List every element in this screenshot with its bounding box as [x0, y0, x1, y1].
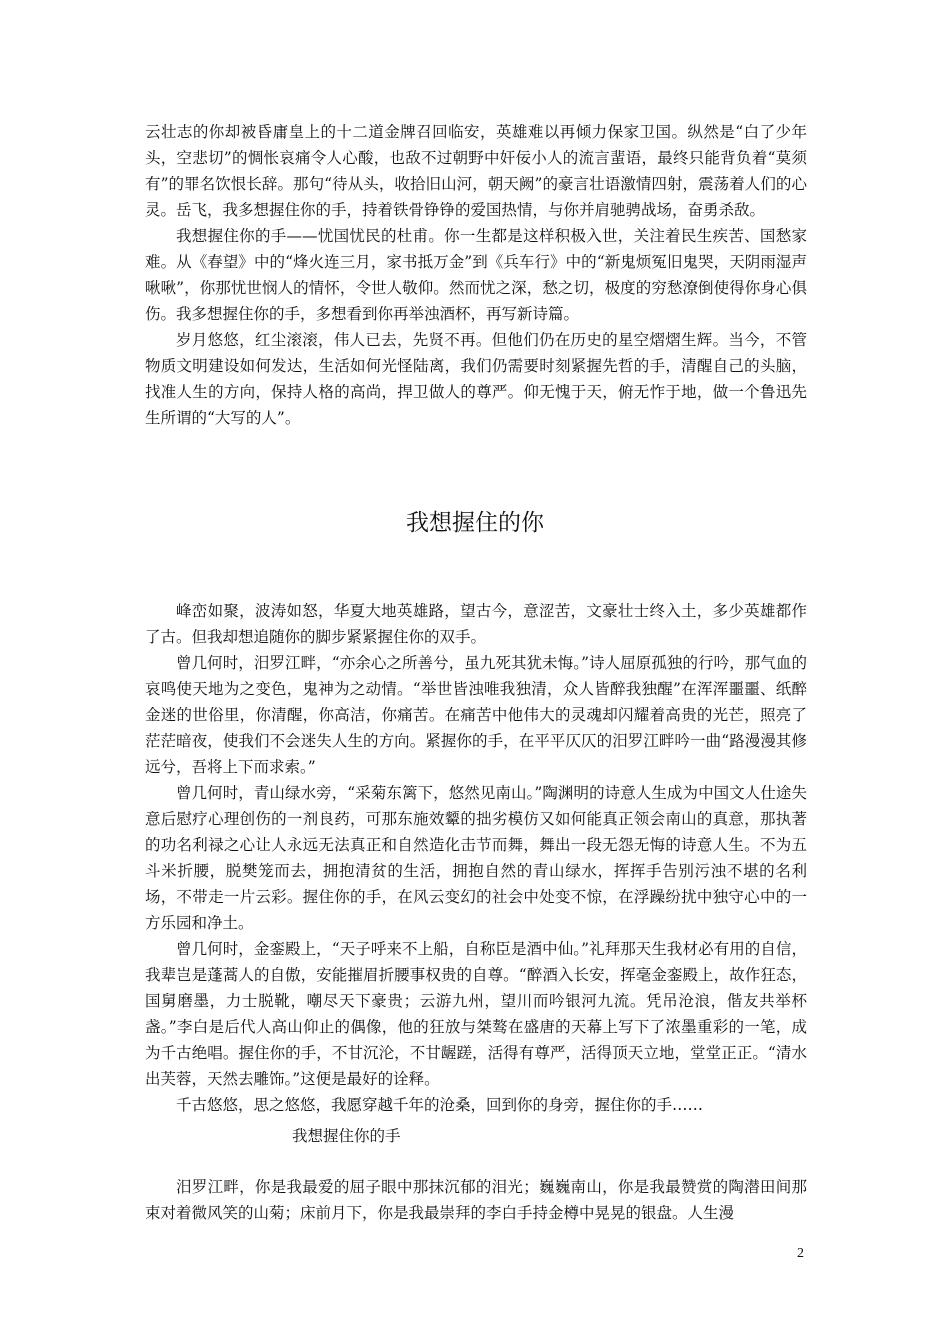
essay-subtitle: 我想握住你的手 [292, 1127, 401, 1145]
essay-body-2 [145, 1174, 807, 1226]
page-number: 2 [797, 1246, 804, 1261]
paragraph: 曾几何时，汨罗江畔，“亦余心之所善兮，虽九死其犹未悔。”诗人屈原孤独的行吟，那气血的哀鸣使天地为之变色，鬼神为之动情。“举世皆浊唯我独清，众人皆醉我独醒”在浑浑噩噩、纸醉金迷的世俗里，你清醒，你高洁，你痛苦。在痛苦中他伟大的灵魂却闪耀着高贵的光芒，照亮了茫茫暗夜，使我们不会迷失人生的方向。紧握你的手，在平平仄仄的汨罗江畔吟一曲“路漫漫其修远兮，吾将上下而求索。” [145, 654, 807, 776]
paragraph: 岁月悠悠，红尘滚滚，伟人已去，先贤不再。但他们仍在历史的星空熠熠生辉。当今，不管物质文明建设如何发达，生活如何光怪陆离，我们仍需要时刻紧握先哲的手，清醒自己的头脑，找准人生的方向，保持人格的高尚，捍卫做人的尊严。仰无愧于天，俯无怍于地，做一个鲁迅先生所谓的“大写的人”。 [145, 331, 807, 427]
paragraph: 汨罗江畔，你是我最爱的屈子眼中那抹沉郁的泪光；巍巍南山，你是我最赞赏的陶潜田间那束对着微风笑的山菊；床前月下，你是我最崇拜的李白手持金樽中晃晃的银盘。人生漫 [145, 1178, 807, 1222]
paragraph: 曾几何时，青山绿水旁，“采菊东篱下，悠然见南山。”陶渊明的诗意人生成为中国文人仕途失意后慰疗心理创伤的一剂良药，可那东施效颦的拙劣模仿又如何能真正领会南山的真意，那执著的功名利禄之心让人永远无法真正和自然造化击节而舞，舞出一段无怨无悔的诗意人生。不为五斗米折腰，脱樊笼而去，拥抱清贫的生活，拥抱自然的青山绿水，挥挥手告别污浊不堪的名利场，不带走一片云彩。握住你的手，在风云变幻的社会中处变不惊，在浮躁纷扰中独守心中的一方乐园和净土。 [145, 784, 807, 932]
essay-body [145, 598, 807, 1118]
paragraph: 峰峦如聚，波涛如怒，华夏大地英雄路，望古今，意涩苦，文豪壮士终入土，多少英雄都作了古。但我却想追随你的脚步紧紧握住你的双手。 [145, 602, 807, 646]
paragraph: 曾几何时，金銮殿上，“天子呼来不上船，自称臣是酒中仙。”礼拜那天生我材必有用的自信，我辈岂是蓬蒿人的自傲，安能摧眉折腰事权贵的自尊。“醉酒入长安，挥毫金銮殿上，故作狂态，国舅磨墨，力士脱靴，嘲尽天下豪贵；云游九州，望川而吟银河九流。凭吊沧浪，偕友共举杯盏。”李白是后代人高山仰止的偶像，他的狂放与桀骜在盛唐的天幕上写下了浓墨重彩的一笔，成为千古绝唱。握住你的手，不甘沉沦，不甘龌蹉，活得有尊严，活得顶天立地，堂堂正正。“清水出芙蓉，天然去雕饰。”这便是最好的诠释。 [145, 940, 807, 1088]
essay-title: 我想握住的你 [406, 510, 544, 536]
section-continued [145, 119, 807, 431]
paragraph: 千古悠悠，思之悠悠，我愿穿越千年的沧桑，回到你的身旁，握住你的手…… [176, 1096, 704, 1114]
paragraph: 云壮志的你却被昏庸皇上的十二道金牌召回临安，英雄难以再倾力保家卫国。纵然是“白了少年头，空悲切”的惆怅哀痛令人心酸，也敌不过朝野中奸佞小人的流言蜚语，最终只能背负着“莫须有”的罪名饮恨长辞。那句“待从头，收拾旧山河，朝天阙”的豪言壮语激情四射，震荡着人们的心灵。岳飞，我多想握住你的手，持着铁骨铮铮的爱国热情，与你并肩驰骋战场，奋勇杀敌。 [145, 123, 807, 219]
paragraph: 我想握住你的手——忧国忧民的杜甫。你一生都是这样积极入世，关注着民生疾苦、国愁家难。从《春望》中的“烽火连三月，家书抵万金”到《兵车行》中的“新鬼烦冤旧鬼哭，天阴雨湿声啾啾”，你那忧世悯人的情怀，令世人敬仰。然而忧之深，愁之切，极度的穷愁潦倒使得你身心俱伤。我多想握住你的手，多想看到你再举浊酒杯，再写新诗篇。 [145, 227, 807, 323]
